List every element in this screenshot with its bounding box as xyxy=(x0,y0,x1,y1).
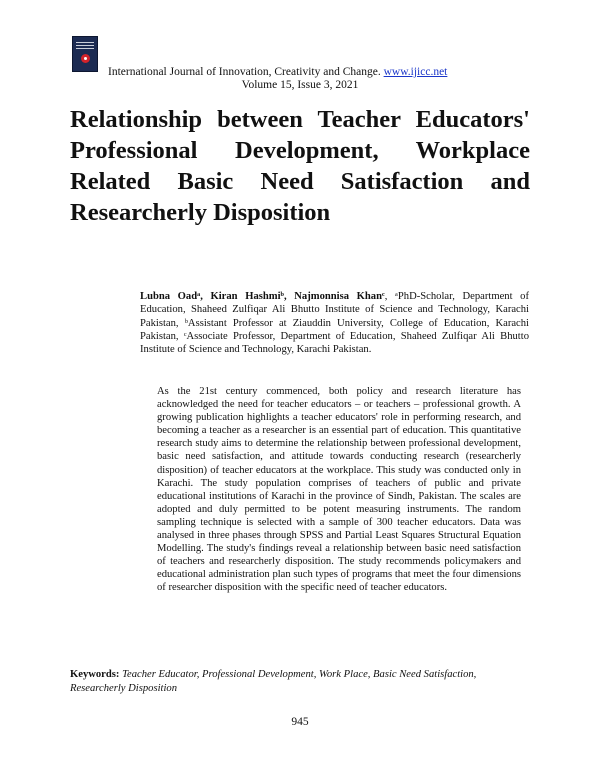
logo-line xyxy=(76,45,94,46)
journal-name: International Journal of Innovation, Creativity and Change. xyxy=(108,66,381,78)
abstract: As the 21st century commenced, both policy and research literature has acknowledged the need for teacher educators – or teachers – professional growth. A growing publication highlights a teacher educators' role in performing research, and becoming a teacher as a researcher is an essential part of education. This quantitative research study aims to determine the relationship between professional development, basic need satisfaction, and attitude towards conducting research (researcherly disposition) of teacher educators at the workplace. This study was conducted only in Karachi. The study population comprises of teachers of public and private educational institutions of Karachi in the province of Sindh, Pakistan. The scales are adopted and duly permitted to be potent measuring instruments. The random sampling technique is selected with a sample of 300 teacher educators. Data was analysed in three phases through SPSS and Partial Least Squares Structural Equation Modelling. The study's findings reveal a relationship between basic need satisfaction of teachers and researcherly disposition. The study recommends policymakers and educational administration plan such types of programs that meet the four dimensions of researcher disposition with the specific need of teacher educators. xyxy=(157,386,521,594)
logo-line xyxy=(76,48,94,49)
keywords-terms: Teacher Educator, Professional Development, Work Place, Basic Need Satisfaction, Researcherly Disposition xyxy=(70,669,477,694)
journal-url-link[interactable]: www.ijicc.net xyxy=(383,66,448,78)
journal-logo xyxy=(72,36,98,72)
volume-issue: Volume 15, Issue 3, 2021 xyxy=(241,79,359,91)
logo-line xyxy=(76,42,94,43)
page-number: 945 xyxy=(291,716,309,728)
paper-title: Relationship between Teacher Educators' Professional Development, Workplace Related Basic Need Satisfaction and Researcherly Disposition xyxy=(70,106,530,226)
keywords xyxy=(70,668,530,696)
author-affiliations: , ᵃPhD-Scholar, Department of Education, Shaheed Zulfiqar Ali Bhutto Institute of Science and Technology, Karachi Pakistan, ᵇAssistant Professor at Ziauddin University, College of Education, Karachi Pakistan, ᶜAssociate Professor, Department of Education, Shaheed Zulfiqar Ali Bhutto Institute of Science and Technology, Karachi Pakistan. xyxy=(140,291,529,356)
logo-emblem-icon xyxy=(81,54,90,63)
keywords-label: Keywords: xyxy=(70,669,120,680)
author-block xyxy=(140,290,529,356)
journal-header xyxy=(108,66,528,79)
author-names: Lubna Oadᵃ, Kiran Hashmiᵇ, Najmonnisa Khanᶜ xyxy=(140,291,385,302)
